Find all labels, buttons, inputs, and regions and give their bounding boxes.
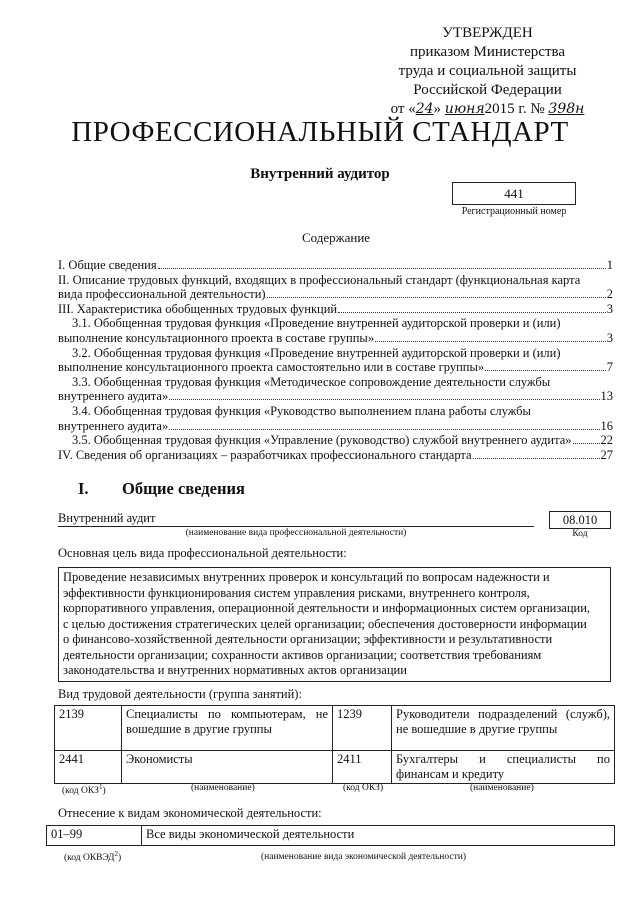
toc-item-text: IV. Сведения об организациях – разработчиках профессионального стандарта — [58, 447, 472, 462]
date-month: июня — [444, 101, 485, 117]
section-number: I. — [78, 479, 89, 498]
registration-number-label: Регистрационный номер — [461, 206, 567, 217]
okz-code-caption: (код ОКЗ$^1$) — [62, 783, 106, 797]
toc-page: 3 — [606, 301, 613, 316]
toc-leader — [169, 429, 599, 430]
toc-item[interactable] — [58, 302, 613, 317]
okz-name-caption-2: (наименование) — [470, 783, 534, 793]
toc-leader — [473, 458, 600, 459]
occupation-label: Вид трудовой деятельности (группа занятий): — [58, 687, 302, 701]
goal-line: деятельности организации; сохранности активов организации; соответствия требованиям — [63, 647, 542, 662]
toc-item-text-cont: внутреннего аудита» — [58, 389, 169, 404]
okz-name: Бухгалтеры и специалисты по финансам и кредиту — [392, 751, 615, 784]
goal-line: с целью достижения стратегических целей организации; обеспечения достоверности информации — [63, 616, 587, 631]
toc-item[interactable] — [58, 448, 613, 463]
okz-code: 2139 — [55, 706, 122, 751]
econ-activity-table — [46, 825, 615, 846]
toc-item[interactable] — [58, 346, 613, 375]
goal-line: о финансово-хозяйственной деятельности организации; эффективности и результативности — [63, 632, 553, 646]
date-prefix: от « — [390, 101, 416, 117]
toc-item[interactable] — [58, 375, 613, 404]
okz-name: Экономисты — [122, 751, 333, 784]
contents-heading: Содержание — [301, 230, 371, 245]
profession-name: Внутренний аудитор — [250, 166, 390, 182]
goal-label: Основная цель вида профессиональной деятельности: — [58, 546, 347, 560]
registration-number-box: 441 — [452, 182, 576, 205]
toc-item-text: 3.3. Обобщенная трудовая функция «Методическое сопровождение деятельности службы — [72, 374, 551, 389]
toc-leader — [573, 443, 600, 444]
toc-page: 2 — [606, 287, 613, 302]
toc-leader — [375, 341, 606, 342]
activity-name: Внутренний аудит — [58, 511, 156, 525]
activity-caption: (наименование вида профессиональной деятельности) — [185, 528, 407, 538]
date-year: 2015 г. № — [484, 101, 545, 117]
goal-line: эффективности функционирования систем управления рисками, внутреннего контроля, — [63, 585, 530, 600]
document-title: ПРОФЕССИОНАЛЬНЫЙ СТАНДАРТ — [71, 116, 569, 148]
toc-leader — [169, 399, 599, 400]
toc-leader — [338, 312, 606, 313]
okved-code: 01–99 — [47, 826, 142, 846]
toc-item-text: 3.2. Обобщенная трудовая функция «Проведение внутренней аудиторской проверки и (или) — [72, 345, 561, 360]
date-mid: » — [433, 101, 445, 117]
toc-item[interactable] — [58, 404, 613, 433]
toc-item-text: 3.5. Обобщенная трудовая функция «Управление (руководство) службой внутреннего аудита» — [72, 433, 572, 448]
toc-item-text: 3.4. Обобщенная трудовая функция «Руководство выполнением плана работы службы — [72, 403, 531, 418]
okved-code-caption: (код ОКВЭД$^2$) — [64, 850, 122, 864]
okved-name: Все виды экономической деятельности — [142, 826, 615, 846]
goal-line: Проведение независимых внутренних проверок и консультаций по вопросам надежности и — [63, 570, 550, 584]
activity-code-box: 08.010 — [549, 511, 611, 529]
approval-country-line: Российской Федерации — [413, 82, 562, 98]
toc-page: 27 — [600, 447, 613, 462]
activity-name-field — [58, 511, 534, 527]
toc-leader — [485, 370, 606, 371]
okved-name-caption: (наименование вида экономической деятельности) — [261, 852, 466, 862]
approval-block — [360, 24, 615, 119]
toc-item[interactable] — [58, 258, 613, 273]
date-day: 24 — [415, 101, 434, 117]
section-title: Общие сведения — [122, 479, 245, 498]
toc-item[interactable] — [58, 433, 613, 448]
toc-page: 1 — [606, 258, 613, 272]
okz-code-caption-2: (код ОКЗ) — [343, 783, 384, 793]
table-row — [55, 751, 615, 784]
okz-name: Специалисты по компьютерам, не вошедшие в другие группы — [122, 706, 333, 751]
approval-heading: УТВЕРЖДЕН — [442, 25, 533, 41]
toc-item[interactable] — [58, 316, 613, 345]
toc-page: 7 — [606, 360, 613, 375]
toc-item-text-cont: выполнение консультационного проекта самостоятельно или в составе группы» — [58, 360, 485, 375]
toc-item-text: II. Описание трудовых функций, входящих в профессиональный стандарт (функциональная карта — [58, 272, 581, 287]
activity-code-caption: Код — [572, 529, 588, 539]
econ-label: Отнесение к видам экономической деятельности: — [58, 806, 322, 820]
toc-page: 13 — [600, 389, 613, 404]
toc-item-text-cont: выполнение консультационного проекта в составе группы» — [58, 330, 375, 345]
okz-name-caption: (наименование) — [191, 783, 255, 793]
okz-code: 2411 — [333, 751, 392, 784]
okz-code: 2441 — [55, 751, 122, 784]
goal-box — [58, 567, 611, 682]
okz-name: Руководители подразделений (служб), не вошедшие в другие группы — [392, 706, 615, 751]
approval-order-line: приказом Министерства — [409, 44, 566, 60]
approval-ministry-line: труда и социальной защиты — [398, 63, 577, 79]
toc-page: 22 — [600, 433, 613, 448]
toc-item[interactable] — [58, 273, 613, 302]
toc-item-text: I. Общие сведения — [58, 258, 157, 272]
toc-item-text-cont: внутреннего аудита» — [58, 418, 169, 433]
goal-line: законодательства и внутренних нормативных актов организации — [63, 663, 407, 677]
occupation-table — [54, 705, 615, 784]
order-number: 398н — [548, 101, 585, 117]
goal-line: корпоративного управления, операционной деятельности и информационных систем организации, — [63, 601, 591, 615]
toc-leader — [158, 268, 606, 269]
toc-item-text: III. Характеристика обобщенных трудовых функций — [58, 301, 338, 316]
toc-page: 16 — [600, 418, 613, 433]
table-row — [55, 706, 615, 751]
toc-page: 3 — [606, 330, 613, 345]
toc-item-text-cont: вида профессиональной деятельности) — [58, 287, 266, 302]
table-row — [47, 826, 615, 846]
toc-leader — [267, 297, 606, 298]
table-of-contents — [58, 258, 613, 462]
toc-item-text: 3.1. Обобщенная трудовая функция «Проведение внутренней аудиторской проверки и (или) — [72, 316, 561, 331]
okz-code: 1239 — [333, 706, 392, 751]
section-heading — [78, 479, 245, 499]
